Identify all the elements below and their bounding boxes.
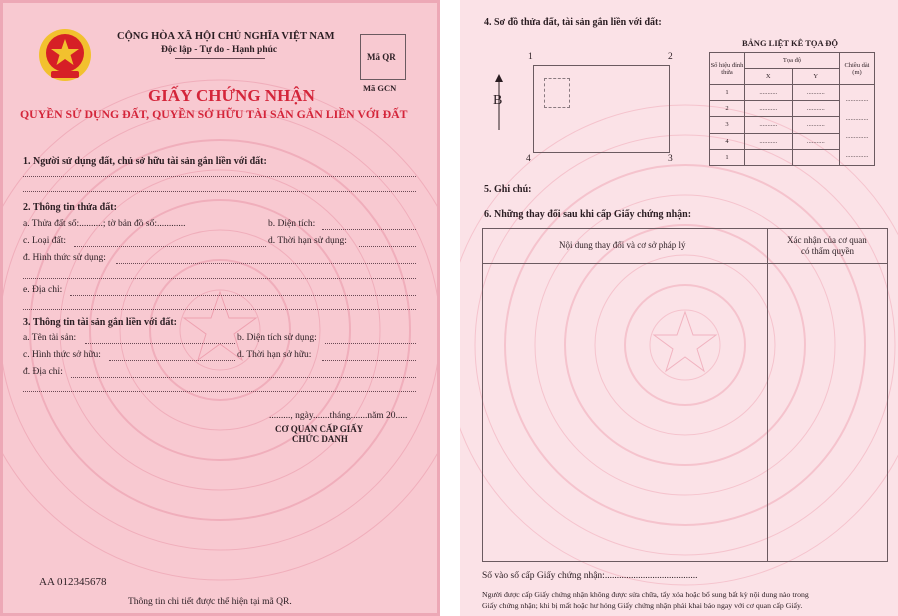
fill-line <box>23 191 416 192</box>
fill-line <box>70 295 416 296</box>
edge-length-header: Chiều dài (m) <box>840 53 875 85</box>
y-value: ........... <box>792 101 840 117</box>
ownership-form-label: c. Hình thức sở hữu: <box>23 350 101 360</box>
fill-line <box>325 343 416 344</box>
x-value: ........... <box>745 101 793 117</box>
changes-table-header-line <box>483 263 887 264</box>
address-label: e. Địa chỉ: <box>23 285 63 295</box>
y-value: ........... <box>792 117 840 133</box>
qr-footer-note: Thông tin chi tiết được thể hiện tại mã QR. <box>128 597 292 607</box>
corner-label: 4 <box>526 154 531 164</box>
corner-label: 1 <box>528 52 533 62</box>
fill-line <box>85 343 235 344</box>
y-header: Y <box>792 69 840 85</box>
north-label: B <box>493 93 503 108</box>
warning-note: Giấy chứng nhận; khi bị mất hoặc hư hỏng Giấy chứng nhận phải khai báo ngay với cơ quan cấp Giấy. <box>482 601 803 610</box>
area-label: b. Diện tích: <box>268 219 316 229</box>
changes-table-divider <box>767 229 768 561</box>
change-content-header: Nội dung thay đổi và cơ sở pháp lý <box>559 240 686 250</box>
section-5-heading: 5. Ghi chú: <box>484 184 532 195</box>
point-number: 2 <box>710 101 745 117</box>
fill-line <box>359 246 416 247</box>
serial-number: AA 012345678 <box>39 576 107 588</box>
fill-line <box>71 377 416 378</box>
nation-name: CỘNG HÒA XÃ HỘI CHỦ NGHĨA VIỆT NAM <box>117 31 335 42</box>
fill-line <box>109 360 235 361</box>
x-value: ........... <box>745 85 793 101</box>
x-value <box>745 149 793 165</box>
fill-line <box>322 229 416 230</box>
qr-code-box <box>360 34 406 80</box>
asset-name-label: a. Tên tài sản: <box>23 333 77 343</box>
usage-term-label: d. Thời hạn sử dụng: <box>268 236 347 246</box>
certificate-back-page <box>460 0 898 616</box>
edge-length-cell <box>840 85 875 166</box>
y-value: ........... <box>792 133 840 149</box>
signatory-position: CHỨC DANH <box>292 434 348 444</box>
issue-date-line: ........., ngày.......tháng.......năm 20..... <box>269 411 408 421</box>
warning-note: Người được cấp Giấy chứng nhận không được sửa chữa, tẩy xóa hoặc bổ sung bất kỳ nội dung nào trong <box>482 590 809 599</box>
fill-line <box>322 360 416 361</box>
y-value <box>792 149 840 165</box>
usage-form-label: đ. Hình thức sử dụng: <box>23 253 106 263</box>
point-number-header: Số hiệu đỉnh thửa <box>710 53 745 85</box>
edge-length-value: .............. <box>845 151 869 159</box>
y-value: ........... <box>792 85 840 101</box>
section-2-heading: 2. Thông tin thửa đất: <box>23 202 117 213</box>
point-number: 3 <box>710 117 745 133</box>
gcn-label: Mã GCN <box>363 83 397 93</box>
coordinate-table <box>709 52 875 166</box>
corner-label: 2 <box>668 52 673 62</box>
fill-line <box>23 391 416 392</box>
fill-line <box>23 176 416 177</box>
x-header: X <box>745 69 793 85</box>
x-value: ........... <box>745 133 793 149</box>
register-number-line: Số vào số cấp Giấy chứng nhận:....................................... <box>482 571 698 581</box>
x-value: ........... <box>745 117 793 133</box>
changes-table <box>482 228 888 562</box>
point-number: 1 <box>710 85 745 101</box>
section-3-heading: 3. Thông tin tài sản gắn liền với đất: <box>23 317 177 328</box>
section-4-heading: 4. Sơ đồ thửa đất, tài sản gắn liền với đất: <box>484 17 662 28</box>
issuing-agency: CƠ QUAN CẤP GIẤY <box>275 424 364 434</box>
point-number: 4 <box>710 133 745 149</box>
parcel-diagram <box>533 65 670 153</box>
motto-underline <box>175 58 265 59</box>
edge-length-value: .............. <box>845 96 869 103</box>
coordinate-header: Tọa độ <box>745 53 840 69</box>
section-6-heading: 6. Những thay đổi sau khi cấp Giấy chứng nhận: <box>484 209 692 220</box>
point-number: 1 <box>710 149 745 165</box>
qr-label: Mã QR <box>367 52 396 62</box>
section-1-heading: 1. Người sử dụng đất, chủ sở hữu tài sản gắn liền với đất: <box>23 156 267 167</box>
coordinate-table-title: BẢNG LIỆT KÊ TỌA ĐỘ <box>742 38 839 48</box>
usage-area-label: b. Diện tích sử dụng: <box>237 333 317 343</box>
edge-length-value: .............. <box>845 114 869 122</box>
asset-address-label: đ. Địa chỉ: <box>23 367 63 377</box>
fill-line <box>116 263 416 264</box>
fill-line <box>23 278 416 279</box>
building-outline <box>544 78 570 108</box>
fill-line <box>23 309 416 310</box>
corner-label: 3 <box>668 154 673 164</box>
fill-line <box>74 246 266 247</box>
certificate-title: GIẤY CHỨNG NHẬN <box>148 86 315 105</box>
edge-length-value: .............. <box>845 133 869 140</box>
confirmation-header-2: có thẩm quyền <box>801 246 854 256</box>
national-motto: Độc lập - Tự do - Hạnh phúc <box>161 45 278 55</box>
parcel-number-field: a. Thửa đất số:..........; tờ bản đồ số:............ <box>23 219 186 229</box>
ownership-term-label: d. Thời hạn sở hữu: <box>237 350 312 360</box>
certificate-subtitle: QUYỀN SỬ DỤNG ĐẤT, QUYỀN SỞ HỮU TÀI SẢN GẮN LIỀN VỚI ĐẤT <box>20 107 408 121</box>
confirmation-header: Xác nhận của cơ quan <box>787 235 867 245</box>
certificate-front-page <box>0 0 440 616</box>
land-type-label: c. Loại đất: <box>23 236 66 246</box>
national-emblem-icon <box>37 27 93 83</box>
